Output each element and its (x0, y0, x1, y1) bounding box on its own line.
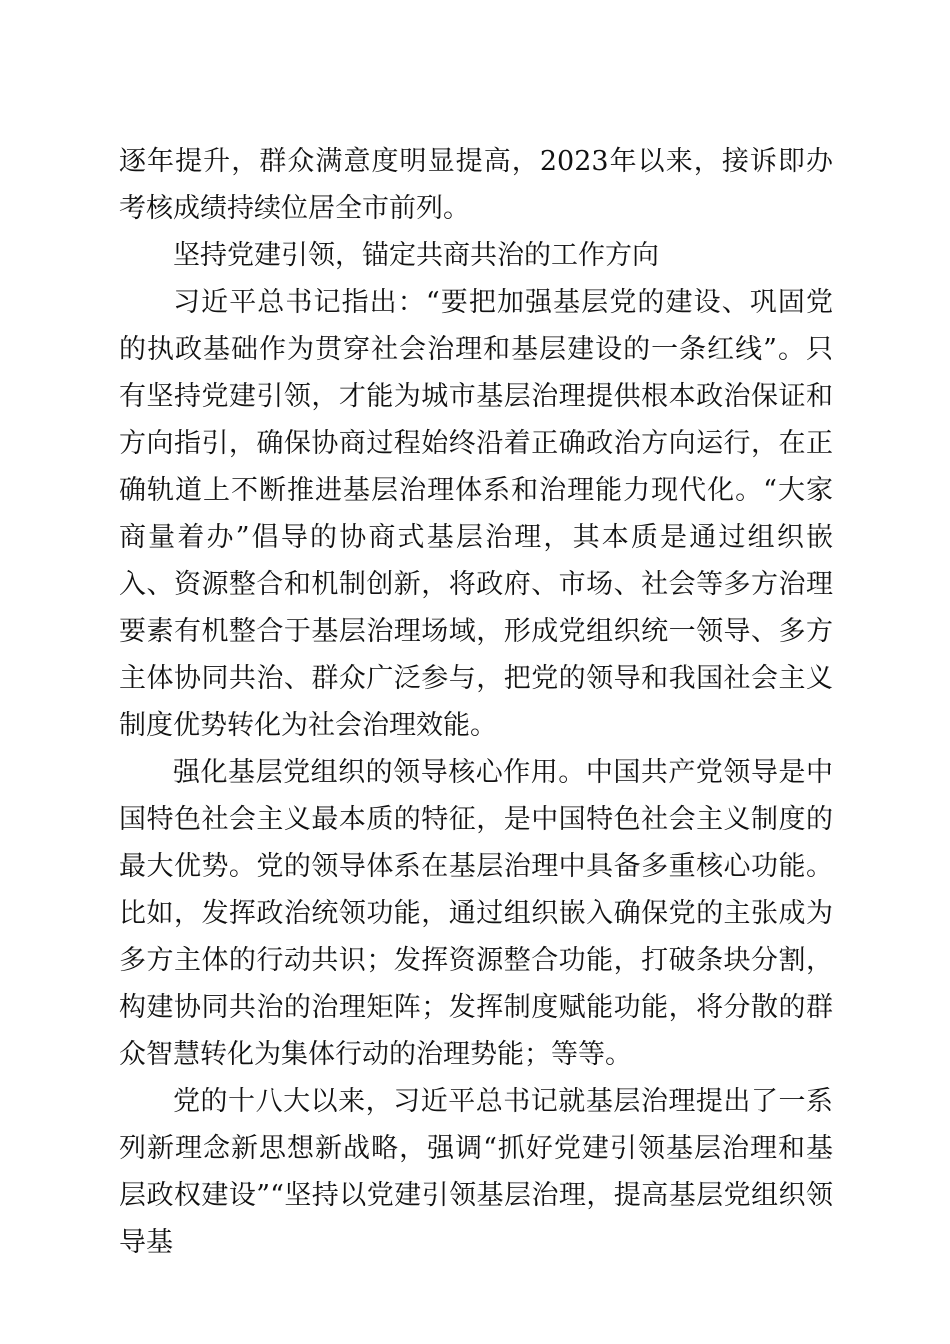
paragraph: 习近平总书记指出：“要把加强基层党的建设、巩固党的执政基础作为贯穿社会治理和基层建设的一条红线”。只有坚持党建引领，才能为城市基层治理提供根本政治保证和方向指引，确保协商过程始终沿着正确政治方向运行，在正确轨道上不断推进基层治理体系和治理能力现代化。“大家商量着办”倡导的协商式基层治理，其本质是通过组织嵌入、资源整合和机制创新，将政府、市场、社会等多方治理要素有机整合于基层治理场域，形成党组织统一领导、多方主体协同共治、群众广泛参与，把党的领导和我国社会主义制度优势转化为社会治理效能。 (119, 287, 833, 741)
paragraph-continuation: 逐年提升，群众满意度明显提高，2023年以来，接诉即办考核成绩持续位居全市前列。 (119, 146, 833, 224)
section-heading: 坚持党建引领，锚定共商共治的工作方向 (173, 240, 659, 271)
paragraph: 党的十八大以来，习近平总书记就基层治理提出了一系列新理念新思想新战略，强调“抓好党建引领基层治理和基层政权建设”“坚持以党建引领基层治理，提高基层党组织领导基 (119, 1086, 833, 1258)
paragraph: 强化基层党组织的领导核心作用。中国共产党领导是中国特色社会主义最本质的特征，是中国特色社会主义制度的最大优势。党的领导体系在基层治理中具备多重核心功能。比如，发挥政治统领功能，通过组织嵌入确保党的主张成为多方主体的行动共识；发挥资源整合功能，打破条块分割，构建协同共治的治理矩阵；发挥制度赋能功能，将分散的群众智慧转化为集体行动的治理势能；等等。 (119, 757, 833, 1070)
body-text (119, 138, 833, 1266)
